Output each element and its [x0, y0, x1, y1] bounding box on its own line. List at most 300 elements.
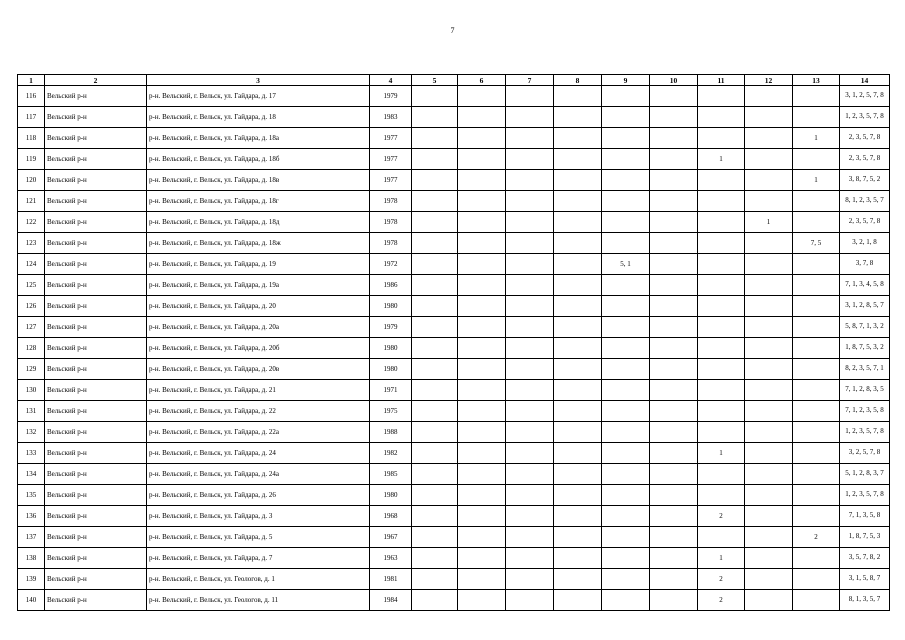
col11-cell [698, 191, 745, 212]
col10-cell [650, 275, 698, 296]
col6-cell [458, 212, 506, 233]
col14-cell: 3, 1, 2, 5, 7, 8 [840, 86, 890, 107]
column-header: 7 [506, 75, 554, 86]
col7-cell [506, 548, 554, 569]
row-number-cell: 137 [18, 527, 45, 548]
col10-cell [650, 401, 698, 422]
column-header: 3 [147, 75, 370, 86]
col14-cell: 1, 8, 7, 5, 3, 2 [840, 338, 890, 359]
col13-cell [793, 296, 840, 317]
table-row [18, 296, 890, 317]
col9-cell [602, 275, 650, 296]
col7-cell [506, 569, 554, 590]
col10-cell [650, 590, 698, 611]
district-cell: Вельский р-н [45, 128, 147, 149]
col5-cell [412, 212, 458, 233]
col7-cell [506, 401, 554, 422]
col12-cell [745, 359, 793, 380]
col8-cell [554, 464, 602, 485]
col6-cell [458, 338, 506, 359]
col10-cell [650, 170, 698, 191]
address-cell: р-н. Вельский, г. Вельск, ул. Гайдара, д. 24 [147, 443, 370, 464]
col6-cell [458, 191, 506, 212]
col10-cell [650, 380, 698, 401]
row-number-cell: 116 [18, 86, 45, 107]
col11-cell [698, 485, 745, 506]
column-header: 8 [554, 75, 602, 86]
column-header: 9 [602, 75, 650, 86]
col8-cell [554, 338, 602, 359]
col8-cell [554, 275, 602, 296]
col7-cell [506, 464, 554, 485]
col9-cell [602, 401, 650, 422]
col11-cell: 1 [698, 149, 745, 170]
year-cell: 1975 [370, 401, 412, 422]
address-cell: р-н. Вельский, г. Вельск, ул. Гайдара, д. 5 [147, 527, 370, 548]
col14-cell: 3, 8, 7, 5, 2 [840, 170, 890, 191]
col10-cell [650, 212, 698, 233]
col12-cell [745, 485, 793, 506]
row-number-cell: 122 [18, 212, 45, 233]
col10-cell [650, 149, 698, 170]
col9-cell [602, 590, 650, 611]
row-number-cell: 120 [18, 170, 45, 191]
table-row [18, 548, 890, 569]
col6-cell [458, 380, 506, 401]
col5-cell [412, 254, 458, 275]
address-cell: р-н. Вельский, г. Вельск, ул. Гайдара, д. 22 [147, 401, 370, 422]
col13-cell [793, 149, 840, 170]
table-row [18, 275, 890, 296]
col8-cell [554, 149, 602, 170]
col7-cell [506, 485, 554, 506]
col12-cell [745, 527, 793, 548]
district-cell: Вельский р-н [45, 401, 147, 422]
col10-cell [650, 527, 698, 548]
col9-cell [602, 191, 650, 212]
col5-cell [412, 485, 458, 506]
col5-cell [412, 443, 458, 464]
col7-cell [506, 359, 554, 380]
col13-cell [793, 254, 840, 275]
column-header: 14 [840, 75, 890, 86]
col11-cell [698, 254, 745, 275]
col10-cell [650, 548, 698, 569]
row-number-cell: 135 [18, 485, 45, 506]
col6-cell [458, 296, 506, 317]
year-cell: 1984 [370, 590, 412, 611]
table-row [18, 506, 890, 527]
col12-cell [745, 254, 793, 275]
col12-cell [745, 107, 793, 128]
table-row [18, 527, 890, 548]
col6-cell [458, 107, 506, 128]
col5-cell [412, 506, 458, 527]
col13-cell: 1 [793, 170, 840, 191]
year-cell: 1980 [370, 485, 412, 506]
col13-cell [793, 506, 840, 527]
address-cell: р-н. Вельский, г. Вельск, ул. Геологов, д. 1 [147, 569, 370, 590]
col13-cell [793, 401, 840, 422]
col11-cell [698, 233, 745, 254]
table-row [18, 212, 890, 233]
col9-cell [602, 107, 650, 128]
row-number-cell: 126 [18, 296, 45, 317]
column-header: 1 [18, 75, 45, 86]
column-header: 5 [412, 75, 458, 86]
col14-cell: 3, 2, 1, 8 [840, 233, 890, 254]
table-row [18, 170, 890, 191]
col6-cell [458, 170, 506, 191]
column-header: 12 [745, 75, 793, 86]
col14-cell: 2, 3, 5, 7, 8 [840, 212, 890, 233]
col12-cell [745, 191, 793, 212]
address-cell: р-н. Вельский, г. Вельск, ул. Гайдара, д. 18 [147, 107, 370, 128]
district-cell: Вельский р-н [45, 506, 147, 527]
year-cell: 1971 [370, 380, 412, 401]
header-row [18, 75, 890, 86]
col9-cell [602, 527, 650, 548]
col12-cell [745, 380, 793, 401]
year-cell: 1968 [370, 506, 412, 527]
table-row [18, 317, 890, 338]
col11-cell: 1 [698, 548, 745, 569]
col14-cell: 2, 3, 5, 7, 8 [840, 128, 890, 149]
col12-cell [745, 317, 793, 338]
address-cell: р-н. Вельский, г. Вельск, ул. Гайдара, д. 20в [147, 359, 370, 380]
col10-cell [650, 233, 698, 254]
year-cell: 1972 [370, 254, 412, 275]
year-cell: 1979 [370, 86, 412, 107]
address-cell: р-н. Вельский, г. Вельск, ул. Гайдара, д. 24а [147, 464, 370, 485]
table-row [18, 107, 890, 128]
district-cell: Вельский р-н [45, 464, 147, 485]
col13-cell [793, 548, 840, 569]
district-cell: Вельский р-н [45, 380, 147, 401]
col8-cell [554, 296, 602, 317]
col9-cell [602, 149, 650, 170]
year-cell: 1978 [370, 233, 412, 254]
col14-cell: 8, 1, 3, 5, 7 [840, 590, 890, 611]
address-cell: р-н. Вельский, г. Вельск, ул. Гайдара, д. 17 [147, 86, 370, 107]
col6-cell [458, 233, 506, 254]
col12-cell [745, 569, 793, 590]
district-cell: Вельский р-н [45, 233, 147, 254]
col9-cell [602, 128, 650, 149]
col5-cell [412, 86, 458, 107]
col12-cell [745, 128, 793, 149]
year-cell: 1977 [370, 149, 412, 170]
col5-cell [412, 569, 458, 590]
district-cell: Вельский р-н [45, 296, 147, 317]
col5-cell [412, 464, 458, 485]
col7-cell [506, 86, 554, 107]
col14-cell: 1, 2, 3, 5, 7, 8 [840, 485, 890, 506]
col8-cell [554, 191, 602, 212]
district-cell: Вельский р-н [45, 275, 147, 296]
col8-cell [554, 254, 602, 275]
table-row [18, 422, 890, 443]
col5-cell [412, 548, 458, 569]
col8-cell [554, 548, 602, 569]
col8-cell [554, 590, 602, 611]
col14-cell: 5, 1, 2, 8, 3, 7 [840, 464, 890, 485]
address-cell: р-н. Вельский, г. Вельск, ул. Гайдара, д. 20 [147, 296, 370, 317]
col6-cell [458, 548, 506, 569]
col10-cell [650, 191, 698, 212]
row-number-cell: 131 [18, 401, 45, 422]
col13-cell [793, 590, 840, 611]
col11-cell [698, 317, 745, 338]
col11-cell [698, 275, 745, 296]
table-row [18, 359, 890, 380]
table-row [18, 149, 890, 170]
column-header: 2 [45, 75, 147, 86]
col6-cell [458, 506, 506, 527]
table-row [18, 254, 890, 275]
col11-cell: 2 [698, 569, 745, 590]
col13-cell [793, 338, 840, 359]
col7-cell [506, 233, 554, 254]
col13-cell [793, 359, 840, 380]
col12-cell [745, 86, 793, 107]
col14-cell: 5, 8, 7, 1, 3, 2 [840, 317, 890, 338]
col10-cell [650, 86, 698, 107]
col7-cell [506, 380, 554, 401]
row-number-cell: 128 [18, 338, 45, 359]
col9-cell [602, 296, 650, 317]
col11-cell [698, 170, 745, 191]
address-cell: р-н. Вельский, г. Вельск, ул. Гайдара, д. 18в [147, 170, 370, 191]
col8-cell [554, 506, 602, 527]
col8-cell [554, 107, 602, 128]
col7-cell [506, 254, 554, 275]
col12-cell [745, 149, 793, 170]
housing-register-table [17, 74, 890, 611]
table-row [18, 191, 890, 212]
col6-cell [458, 464, 506, 485]
col7-cell [506, 212, 554, 233]
col8-cell [554, 422, 602, 443]
col11-cell [698, 464, 745, 485]
year-cell: 1967 [370, 527, 412, 548]
col12-cell [745, 443, 793, 464]
col9-cell [602, 170, 650, 191]
year-cell: 1977 [370, 128, 412, 149]
col12-cell [745, 401, 793, 422]
col7-cell [506, 149, 554, 170]
col6-cell [458, 254, 506, 275]
address-cell: р-н. Вельский, г. Вельск, ул. Гайдара, д. 18г [147, 191, 370, 212]
col7-cell [506, 275, 554, 296]
col13-cell [793, 317, 840, 338]
col5-cell [412, 149, 458, 170]
year-cell: 1986 [370, 275, 412, 296]
district-cell: Вельский р-н [45, 359, 147, 380]
col8-cell [554, 170, 602, 191]
col7-cell [506, 128, 554, 149]
district-cell: Вельский р-н [45, 443, 147, 464]
col14-cell: 2, 3, 5, 7, 8 [840, 149, 890, 170]
row-number-cell: 132 [18, 422, 45, 443]
col11-cell [698, 527, 745, 548]
district-cell: Вельский р-н [45, 485, 147, 506]
col8-cell [554, 317, 602, 338]
col12-cell [745, 506, 793, 527]
district-cell: Вельский р-н [45, 254, 147, 275]
col6-cell [458, 149, 506, 170]
district-cell: Вельский р-н [45, 191, 147, 212]
col9-cell [602, 212, 650, 233]
col13-cell [793, 86, 840, 107]
col9-cell [602, 422, 650, 443]
col12-cell [745, 548, 793, 569]
address-cell: р-н. Вельский, г. Вельск, ул. Гайдара, д. 3 [147, 506, 370, 527]
year-cell: 1978 [370, 191, 412, 212]
table-row [18, 485, 890, 506]
col14-cell: 3, 1, 2, 8, 5, 7 [840, 296, 890, 317]
col13-cell [793, 380, 840, 401]
col11-cell [698, 128, 745, 149]
col6-cell [458, 590, 506, 611]
col7-cell [506, 107, 554, 128]
col10-cell [650, 464, 698, 485]
col5-cell [412, 422, 458, 443]
row-number-cell: 138 [18, 548, 45, 569]
col12-cell [745, 233, 793, 254]
column-header: 10 [650, 75, 698, 86]
district-cell: Вельский р-н [45, 170, 147, 191]
col6-cell [458, 128, 506, 149]
col8-cell [554, 86, 602, 107]
table-row [18, 380, 890, 401]
row-number-cell: 121 [18, 191, 45, 212]
col10-cell [650, 317, 698, 338]
col7-cell [506, 590, 554, 611]
address-cell: р-н. Вельский, г. Вельск, ул. Гайдара, д. 22а [147, 422, 370, 443]
col5-cell [412, 317, 458, 338]
table-row [18, 590, 890, 611]
col12-cell [745, 422, 793, 443]
row-number-cell: 123 [18, 233, 45, 254]
address-cell: р-н. Вельский, г. Вельск, ул. Гайдара, д. 20а [147, 317, 370, 338]
col11-cell [698, 107, 745, 128]
district-cell: Вельский р-н [45, 422, 147, 443]
col12-cell [745, 590, 793, 611]
col14-cell: 7, 1, 2, 3, 5, 8 [840, 401, 890, 422]
col11-cell [698, 212, 745, 233]
col14-cell: 7, 1, 3, 4, 5, 8 [840, 275, 890, 296]
col9-cell [602, 548, 650, 569]
col8-cell [554, 128, 602, 149]
col7-cell [506, 296, 554, 317]
col10-cell [650, 485, 698, 506]
column-header: 11 [698, 75, 745, 86]
address-cell: р-н. Вельский, г. Вельск, ул. Гайдара, д. 18б [147, 149, 370, 170]
col13-cell [793, 422, 840, 443]
row-number-cell: 134 [18, 464, 45, 485]
col8-cell [554, 233, 602, 254]
row-number-cell: 124 [18, 254, 45, 275]
col8-cell [554, 380, 602, 401]
col5-cell [412, 170, 458, 191]
col10-cell [650, 359, 698, 380]
address-cell: р-н. Вельский, г. Вельск, ул. Гайдара, д. 21 [147, 380, 370, 401]
col9-cell [602, 380, 650, 401]
col5-cell [412, 107, 458, 128]
col10-cell [650, 443, 698, 464]
district-cell: Вельский р-н [45, 149, 147, 170]
col6-cell [458, 422, 506, 443]
col14-cell: 8, 2, 3, 5, 7, 1 [840, 359, 890, 380]
district-cell: Вельский р-н [45, 338, 147, 359]
col9-cell [602, 359, 650, 380]
col13-cell [793, 569, 840, 590]
address-cell: р-н. Вельский, г. Вельск, ул. Гайдара, д. 19 [147, 254, 370, 275]
col8-cell [554, 443, 602, 464]
col13-cell [793, 212, 840, 233]
table-row [18, 233, 890, 254]
year-cell: 1980 [370, 359, 412, 380]
row-number-cell: 118 [18, 128, 45, 149]
col9-cell [602, 506, 650, 527]
col11-cell: 2 [698, 590, 745, 611]
col14-cell: 1, 8, 7, 5, 3 [840, 527, 890, 548]
col6-cell [458, 401, 506, 422]
col12-cell [745, 275, 793, 296]
col13-cell [793, 107, 840, 128]
col5-cell [412, 359, 458, 380]
col6-cell [458, 485, 506, 506]
col11-cell [698, 380, 745, 401]
col14-cell: 3, 1, 5, 8, 7 [840, 569, 890, 590]
col9-cell [602, 443, 650, 464]
col14-cell: 3, 7, 8 [840, 254, 890, 275]
col8-cell [554, 527, 602, 548]
address-cell: р-н. Вельский, г. Вельск, ул. Гайдара, д. 18а [147, 128, 370, 149]
col5-cell [412, 401, 458, 422]
year-cell: 1981 [370, 569, 412, 590]
col10-cell [650, 107, 698, 128]
col10-cell [650, 296, 698, 317]
year-cell: 1963 [370, 548, 412, 569]
col8-cell [554, 212, 602, 233]
row-number-cell: 136 [18, 506, 45, 527]
col9-cell [602, 338, 650, 359]
col6-cell [458, 317, 506, 338]
col14-cell: 7, 1, 2, 8, 3, 5 [840, 380, 890, 401]
col11-cell [698, 422, 745, 443]
col14-cell: 3, 2, 5, 7, 8 [840, 443, 890, 464]
col7-cell [506, 317, 554, 338]
col6-cell [458, 443, 506, 464]
col12-cell [745, 338, 793, 359]
col7-cell [506, 422, 554, 443]
district-cell: Вельский р-н [45, 107, 147, 128]
col5-cell [412, 296, 458, 317]
col12-cell: 1 [745, 212, 793, 233]
year-cell: 1980 [370, 338, 412, 359]
address-cell: р-н. Вельский, г. Вельск, ул. Гайдара, д. 19а [147, 275, 370, 296]
col13-cell [793, 191, 840, 212]
col6-cell [458, 569, 506, 590]
col9-cell [602, 485, 650, 506]
col7-cell [506, 338, 554, 359]
col5-cell [412, 275, 458, 296]
col14-cell: 3, 5, 7, 8, 2 [840, 548, 890, 569]
district-cell: Вельский р-н [45, 212, 147, 233]
col5-cell [412, 191, 458, 212]
